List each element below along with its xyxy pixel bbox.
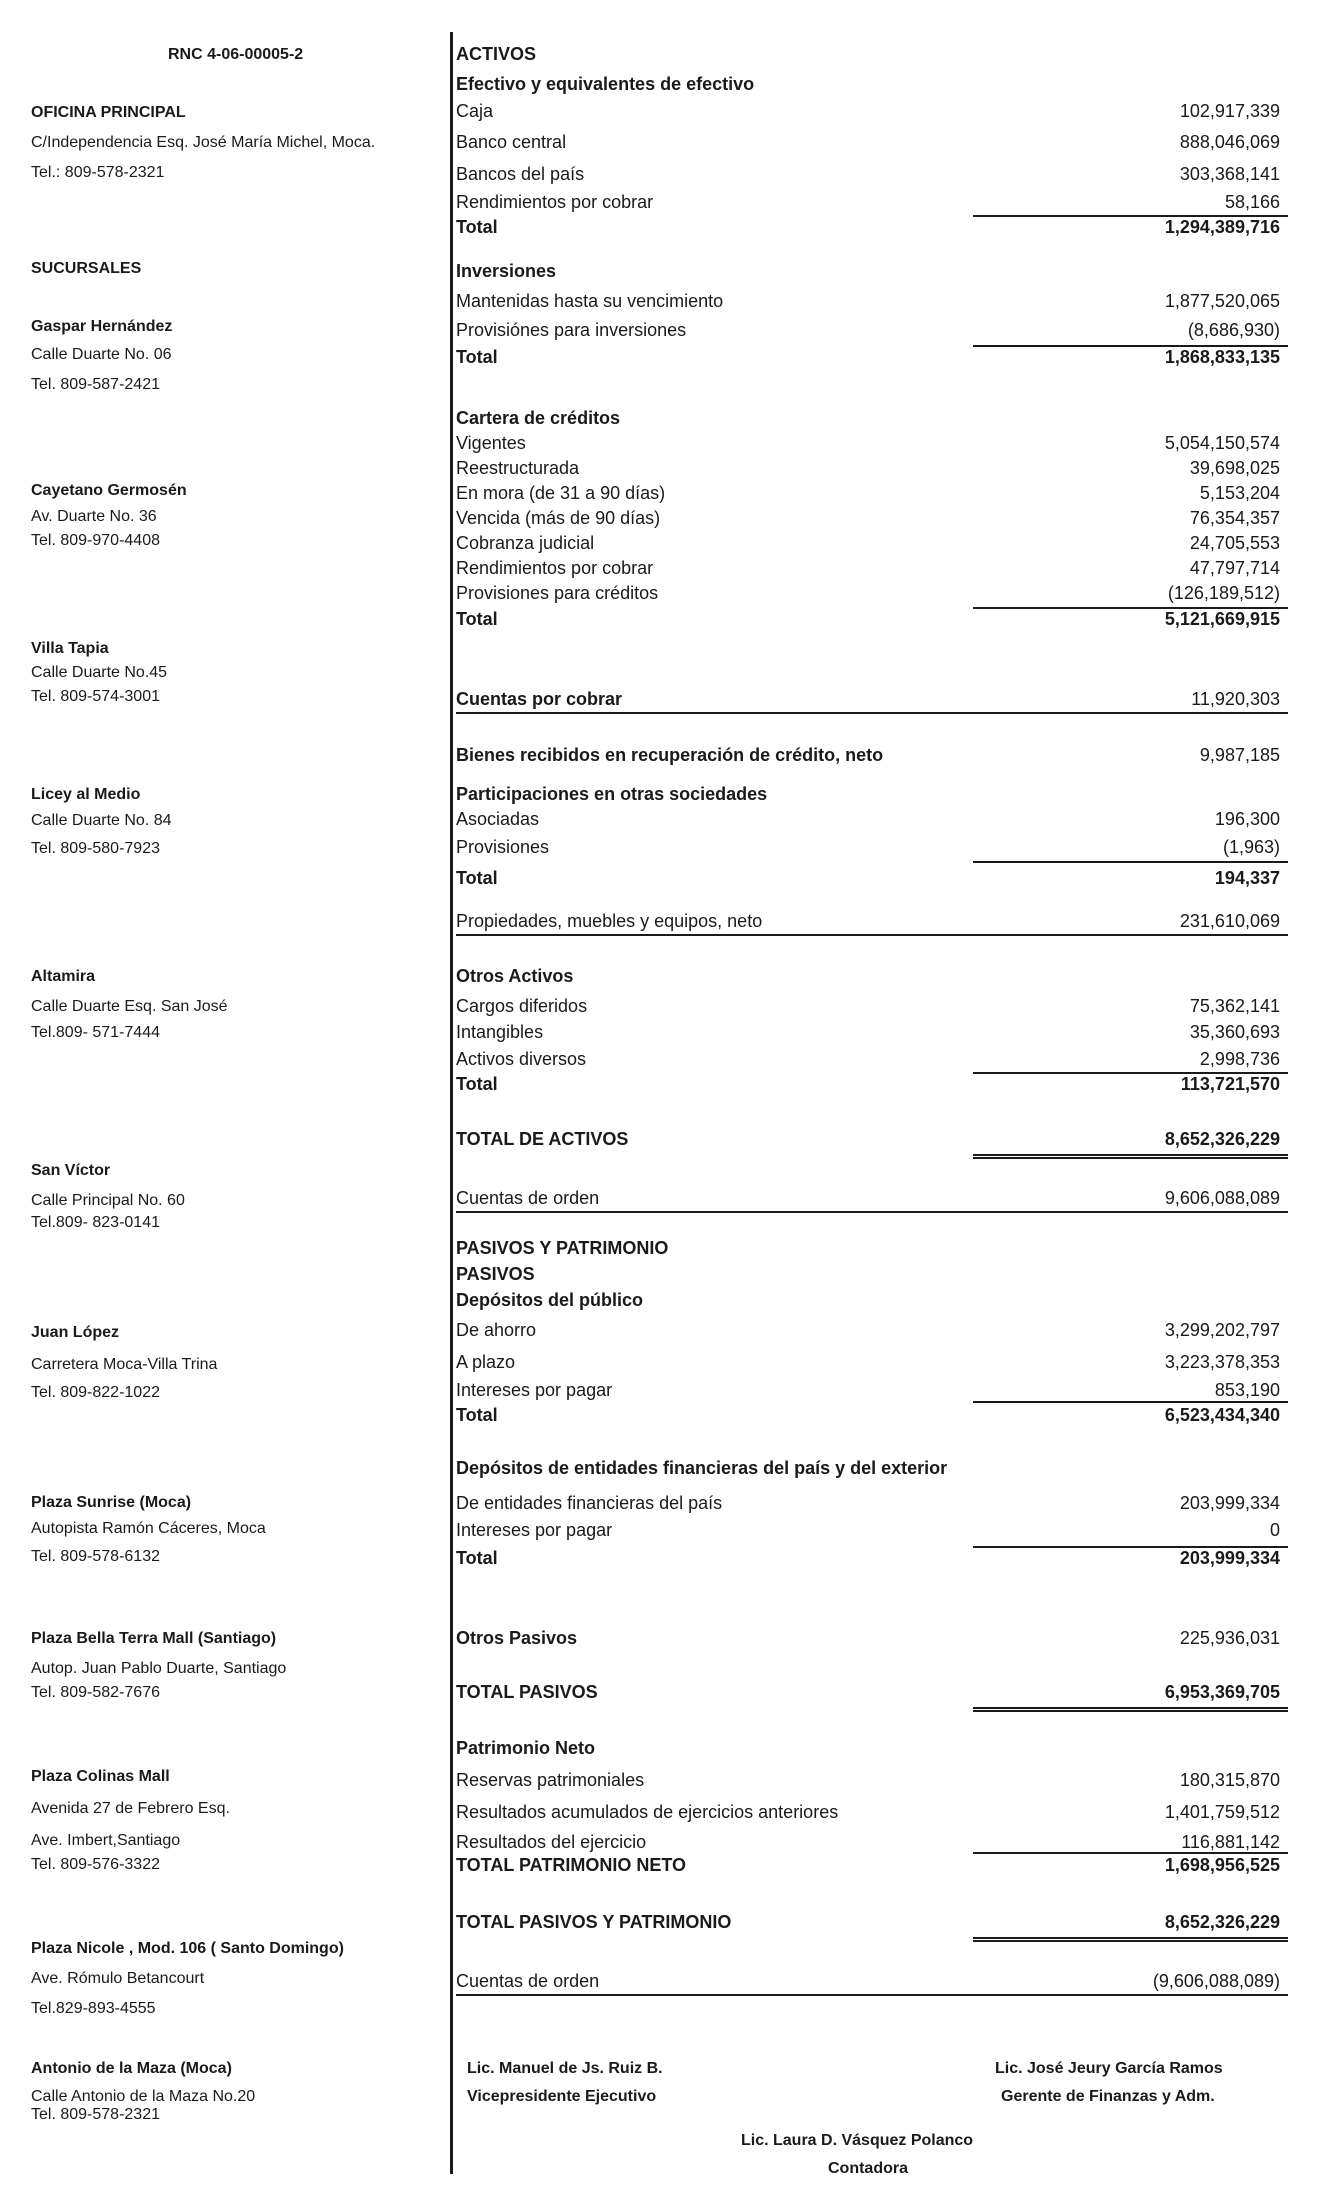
reservas-row: Reservas patrimoniales 180,315,870 — [456, 1770, 1280, 1790]
total-pasivos-patrimonio-row: TOTAL PASIVOS Y PATRIMONIO 8,652,326,229 — [456, 1910, 1288, 1935]
branch-name: Licey al Medio — [31, 786, 141, 803]
branch-tel: Tel.829-893-4555 — [31, 2000, 156, 2017]
inversiones-total-row: Total 1,868,833,135 — [456, 345, 1288, 370]
total-pasivos-row: TOTAL PASIVOS 6,953,369,705 — [456, 1680, 1288, 1705]
cartera-rendimientos-row: Rendimientos por cobrar 47,797,714 — [456, 558, 1280, 578]
signatory-executive-name: Lic. Manuel de Js. Ruiz B. — [467, 2060, 663, 2077]
otros-pasivos-row: Otros Pasivos 225,936,031 — [456, 1628, 1280, 1648]
total-activos-row: TOTAL DE ACTIVOS 8,652,326,229 — [456, 1127, 1288, 1152]
branch-name: Plaza Sunrise (Moca) — [31, 1494, 192, 1511]
bienes-row: Bienes recibidos en recuperación de crédito, neto 9,987,185 — [456, 745, 1280, 765]
cuentas-orden-pasivos-row: Cuentas de orden (9,606,088,089) — [456, 1969, 1288, 1996]
branch-address: Calle Duarte No.45 — [31, 664, 168, 681]
branch-name: Plaza Nicole , Mod. 106 ( Santo Domingo) — [31, 1940, 344, 1957]
depositos-entidades-total-row: Total 203,999,334 — [456, 1546, 1288, 1571]
pasivos-patrimonio-title: PASIVOS Y PATRIMONIO — [456, 1238, 669, 1258]
acumulados-row: Resultados acumulados de ejercicios anteriores 1,401,759,512 — [456, 1802, 1280, 1822]
diversos-row: Activos diversos 2,998,736 — [456, 1049, 1280, 1069]
signatory-finance-title: Gerente de Finanzas y Adm. — [1001, 2088, 1215, 2105]
provisiones-inversiones-row: Provisiónes para inversiones (8,686,930) — [456, 320, 1280, 340]
patrimonio-total-row: TOTAL PATRIMONIO NETO 1,698,956,525 — [456, 1853, 1288, 1878]
participaciones-provisiones-row: Provisiones (1,963) — [456, 837, 1280, 857]
branch-name: San Víctor — [31, 1162, 111, 1179]
branch-address: Calle Duarte Esq. San José — [31, 998, 228, 1015]
patrimonio-title: Patrimonio Neto — [456, 1738, 596, 1758]
branch-name: Altamira — [31, 968, 96, 985]
branch-address: Calle Principal No. 60 — [31, 1192, 185, 1209]
principal-title: OFICINA PRINCIPAL — [31, 104, 186, 121]
signatory-accountant-name: Lic. Laura D. Vásquez Polanco — [741, 2132, 974, 2149]
cuentas-cobrar-row: Cuentas por cobrar 11,920,303 — [456, 687, 1288, 714]
efectivo-rendimientos-row: Rendimientos por cobrar 58,166 — [456, 192, 1280, 212]
cobranza-row: Cobranza judicial 24,705,553 — [456, 533, 1280, 553]
branch-tel: Tel. 809-580-7923 — [31, 840, 160, 857]
bancos-pais-row: Bancos del país 303,368,141 — [456, 164, 1280, 184]
otros-activos-total-row: Total 113,721,570 — [456, 1072, 1288, 1097]
signatory-accountant-title: Contadora — [828, 2160, 908, 2177]
branch-tel: Tel. 809-578-2321 — [31, 2106, 160, 2123]
principal-tel: Tel.: 809-578-2321 — [31, 164, 165, 181]
branch-address: Autopista Ramón Cáceres, Moca — [31, 1520, 266, 1537]
branch-tel: Tel.809- 823-0141 — [31, 1214, 160, 1231]
column-divider — [450, 32, 453, 2174]
branch-tel: Tel.809- 571-7444 — [31, 1024, 160, 1041]
sucursales-title: SUCURSALES — [31, 260, 142, 277]
branch-name: Gaspar Hernández — [31, 318, 173, 335]
branch-tel: Tel. 809-574-3001 — [31, 688, 160, 705]
branch-tel: Tel. 809-822-1022 — [31, 1384, 160, 1401]
cuentas-orden-activos-row: Cuentas de orden 9,606,088,089 — [456, 1186, 1288, 1213]
asociadas-row: Asociadas 196,300 — [456, 809, 1280, 829]
provisiones-creditos-row: Provisiones para créditos (126,189,512) — [456, 583, 1280, 603]
participaciones-title: Participaciones en otras sociedades — [456, 784, 768, 804]
intereses-publico-row: Intereses por pagar 853,190 — [456, 1380, 1280, 1400]
branch-address: Ave. Rómulo Betancourt — [31, 1970, 205, 1987]
ejercicio-row: Resultados del ejercicio 116,881,142 — [456, 1832, 1280, 1852]
signatory-executive-title: Vicepresidente Ejecutivo — [467, 2088, 657, 2105]
caja-row: Caja 102,917,339 — [456, 101, 1280, 121]
plazo-row: A plazo 3,223,378,353 — [456, 1352, 1280, 1372]
participaciones-total-row: Total 194,337 — [456, 866, 1288, 891]
branch-address: Calle Antonio de la Maza No.20 — [31, 2088, 256, 2105]
branch-address: Av. Duarte No. 36 — [31, 508, 157, 525]
branch-address-line2: Ave. Imbert,Santiago — [31, 1832, 181, 1849]
vigentes-row: Vigentes 5,054,150,574 — [456, 433, 1280, 453]
propiedades-row: Propiedades, muebles y equipos, neto 231,610,069 — [456, 909, 1288, 936]
branch-tel: Tel. 809-576-3322 — [31, 1856, 160, 1873]
branch-name: Cayetano Germosén — [31, 482, 187, 499]
branch-address: Autop. Juan Pablo Duarte, Santiago — [31, 1660, 287, 1677]
branch-name: Plaza Colinas Mall — [31, 1768, 170, 1785]
branch-address: Calle Duarte No. 84 — [31, 812, 172, 829]
pasivos-subtitle: PASIVOS — [456, 1264, 535, 1284]
banco-central-row: Banco central 888,046,069 — [456, 132, 1280, 152]
efectivo-total-row: Total 1,294,389,716 — [456, 215, 1288, 240]
efectivo-title: Efectivo y equivalentes de efectivo — [456, 74, 755, 94]
branch-tel: Tel. 809-578-6132 — [31, 1548, 160, 1565]
signatory-finance-name: Lic. José Jeury García Ramos — [995, 2060, 1223, 2077]
depositos-publico-total-row: Total 6,523,434,340 — [456, 1403, 1288, 1428]
branch-address: Carretera Moca-Villa Trina — [31, 1356, 218, 1373]
reestructurada-row: Reestructurada 39,698,025 — [456, 458, 1280, 478]
branch-address: Calle Duarte No. 06 — [31, 346, 172, 363]
mantenidas-row: Mantenidas hasta su vencimiento 1,877,520,065 — [456, 291, 1280, 311]
cargos-row: Cargos diferidos 75,362,141 — [456, 996, 1280, 1016]
branch-tel: Tel. 809-970-4408 — [31, 532, 160, 549]
inversiones-title: Inversiones — [456, 261, 557, 281]
branch-name: Juan López — [31, 1324, 120, 1341]
intangibles-row: Intangibles 35,360,693 — [456, 1022, 1280, 1042]
cartera-total-row: Total 5,121,669,915 — [456, 607, 1288, 632]
mora-row: En mora (de 31 a 90 días) 5,153,204 — [456, 483, 1280, 503]
vencida-row: Vencida (más de 90 días) 76,354,357 — [456, 508, 1280, 528]
branch-address: Avenida 27 de Febrero Esq. — [31, 1800, 230, 1817]
branch-name: Plaza Bella Terra Mall (Santiago) — [31, 1630, 277, 1647]
branch-name: Villa Tapia — [31, 640, 109, 657]
cartera-title: Cartera de créditos — [456, 408, 621, 428]
ahorro-row: De ahorro 3,299,202,797 — [456, 1320, 1280, 1340]
intereses-entidades-row: Intereses por pagar 0 — [456, 1520, 1280, 1540]
depositos-publico-title: Depósitos del público — [456, 1290, 644, 1310]
branch-tel: Tel. 809-582-7676 — [31, 1684, 160, 1701]
branch-tel: Tel. 809-587-2421 — [31, 376, 160, 393]
principal-address: C/Independencia Esq. José María Michel, Moca. — [31, 134, 376, 151]
entidades-row: De entidades financieras del país 203,999,334 — [456, 1493, 1280, 1513]
rnc-number: RNC 4-06-00005-2 — [168, 46, 304, 63]
branch-name: Antonio de la Maza (Moca) — [31, 2060, 232, 2077]
depositos-entidades-title: Depósitos de entidades financieras del país y del exterior — [456, 1458, 948, 1478]
otros-activos-title: Otros Activos — [456, 966, 574, 986]
activos-title: ACTIVOS — [456, 44, 537, 64]
